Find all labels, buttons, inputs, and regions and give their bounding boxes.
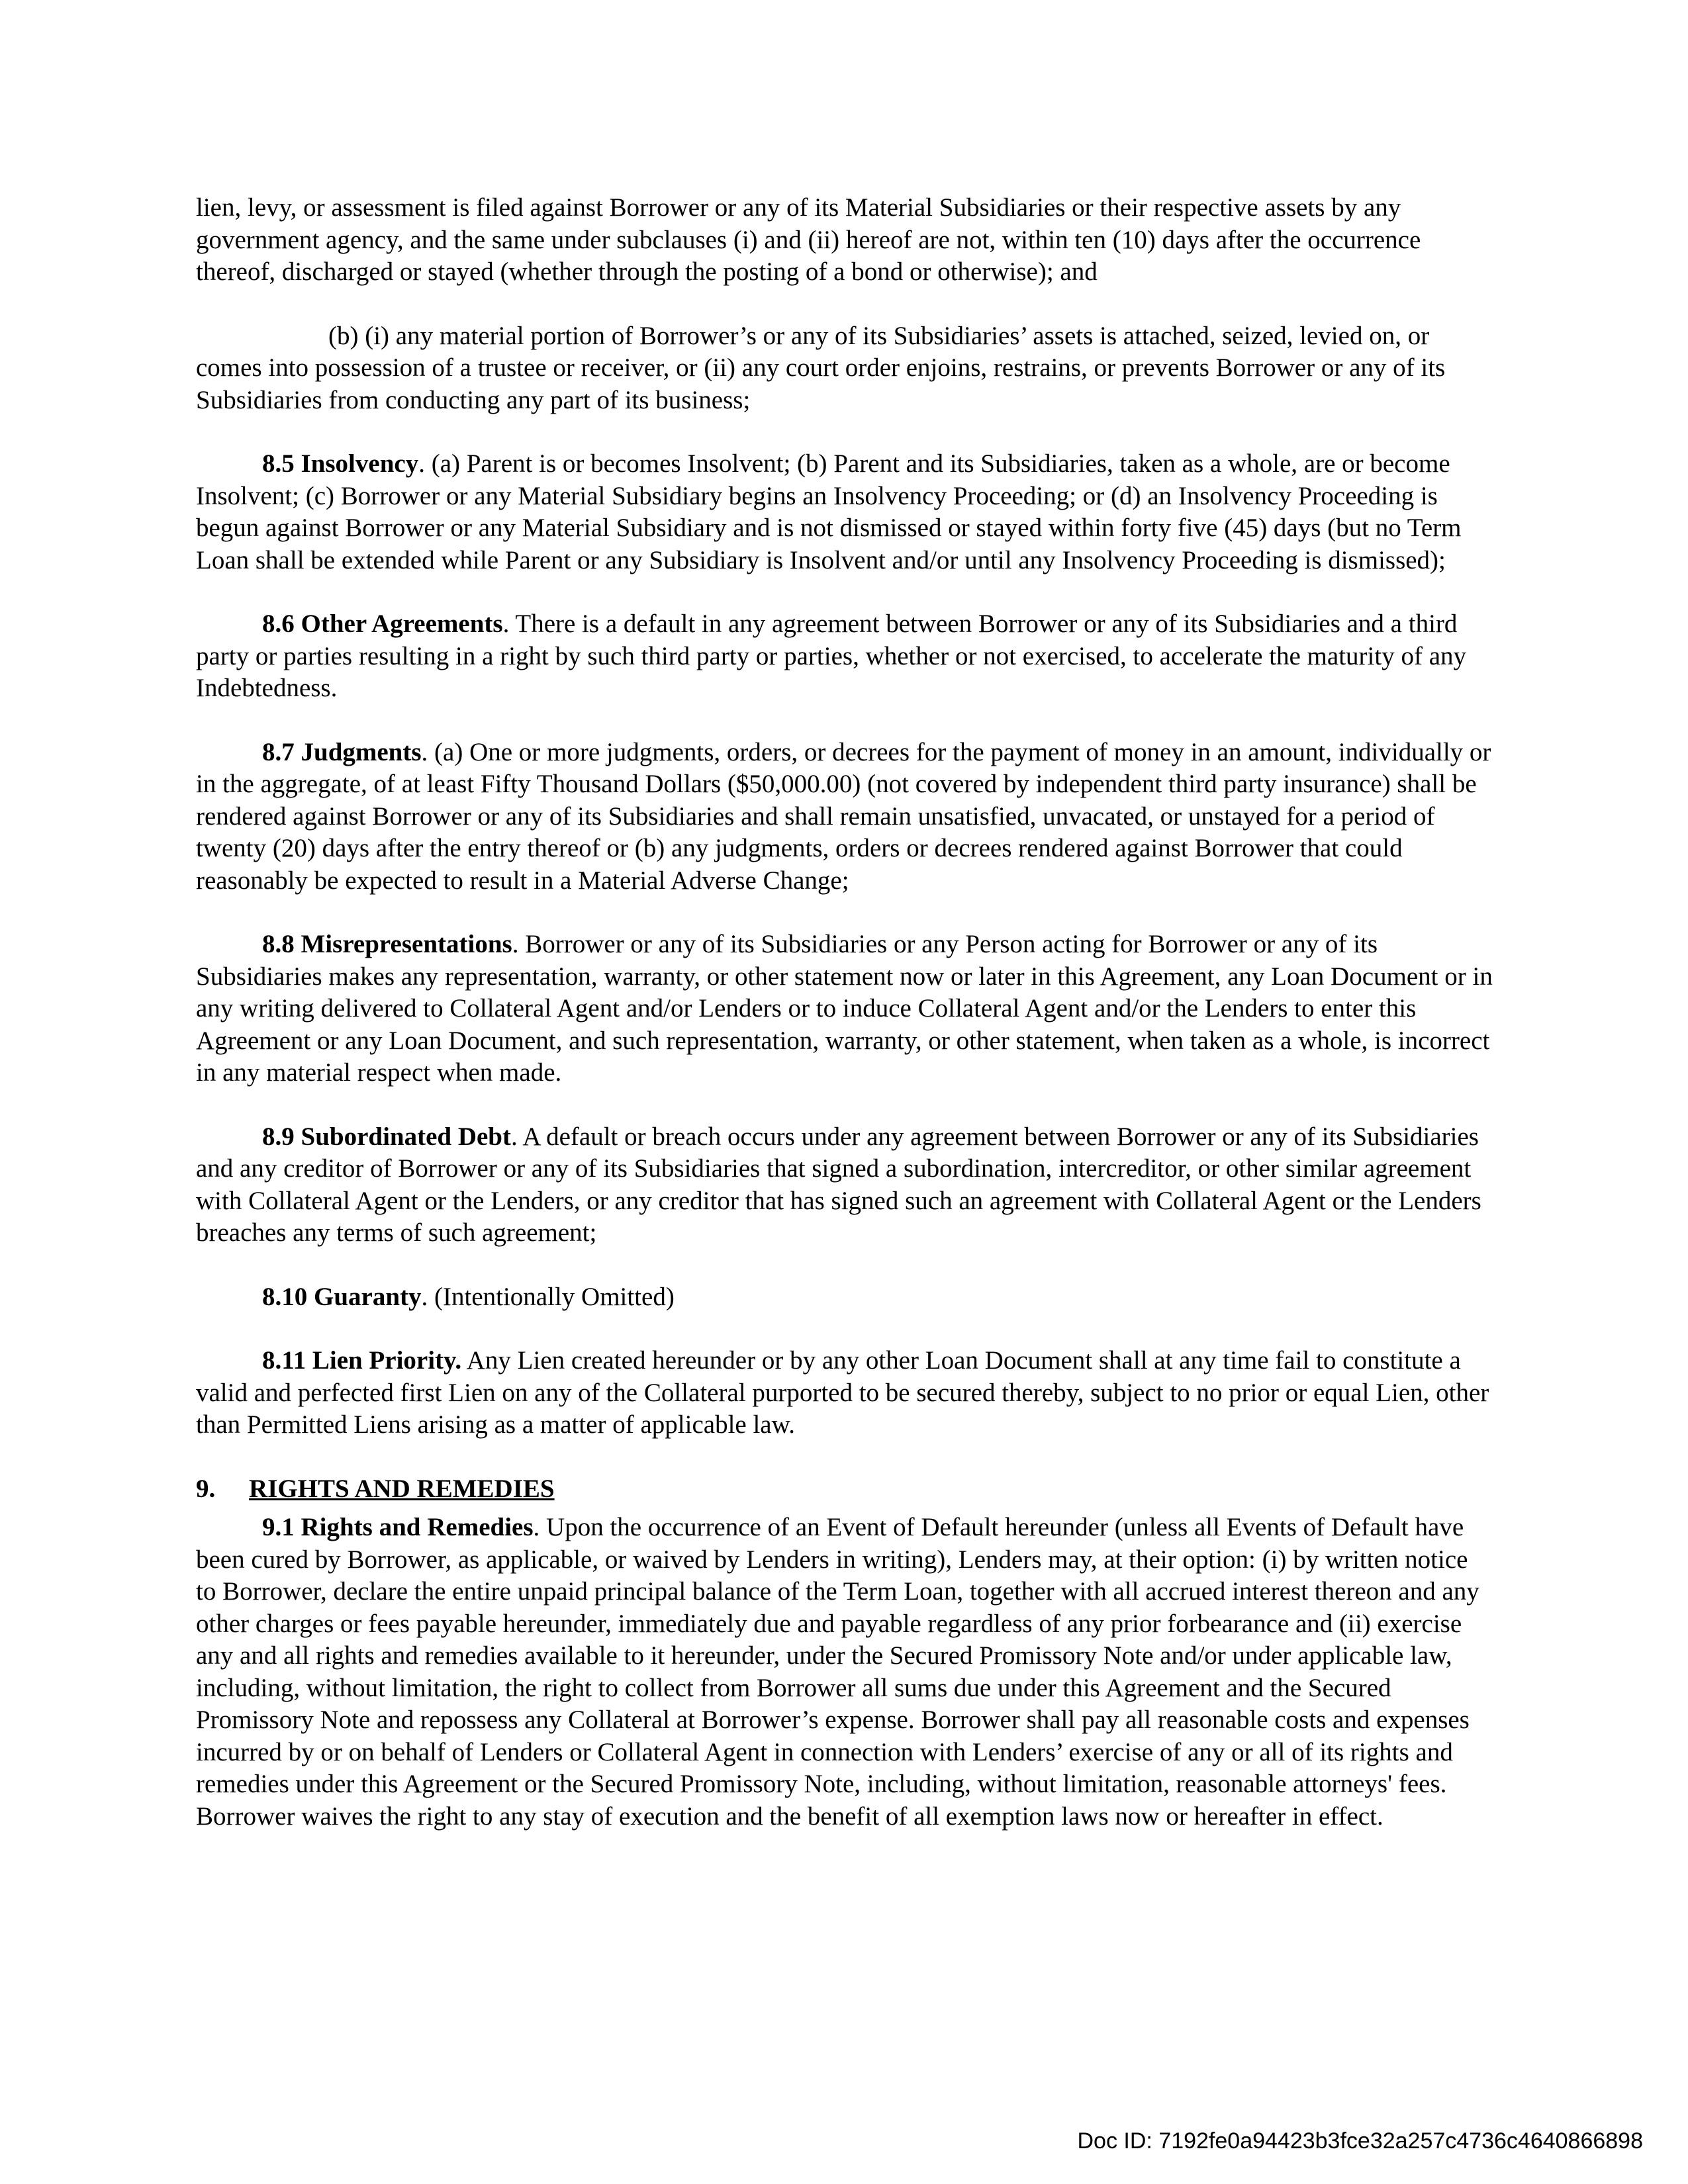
- section-8-5-text: . (a) Parent is or becomes Insolvent; (b) Parent and its Subsidiaries, taken as a whole, are or become Insolvent; (c) Borrower or any Material Subsidiary begins an Insolvency Proceeding; or (d) an Insolvency Proceeding is begun against Borrower or any Material Subsidiary and is not dismissed or stayed within forty five (45) days (but no Term Loan shall be extended while Parent or any Subsidiary is Insolvent and/or until any Insolvency Proceeding is dismissed);: [196, 449, 1462, 574]
- section-8-7-text: . (a) One or more judgments, orders, or decrees for the payment of money in an amount, individually or in the aggregate, of at least Fifty Thousand Dollars ($50,000.00) (not covered by independent third party insurance) shall be rendered against Borrower or any of its Subsidiaries and shall remain unsatisfied, unvacated, or unstayed for a period of twenty (20) days after the entry thereof or (b) any judgments, orders or decrees rendered against Borrower that could reasonably be expected to result in a Material Adverse Change;: [196, 737, 1491, 895]
- section-8-9: [196, 1121, 1493, 1250]
- section-8-5: [196, 448, 1493, 576]
- section-9-heading: [196, 1473, 1493, 1506]
- section-8-8: [196, 929, 1493, 1089]
- section-9-1-heading: 9.1 Rights and Remedies: [262, 1513, 534, 1541]
- section-8-7: [196, 737, 1493, 897]
- intro-paragraph: lien, levy, or assessment is filed against Borrower or any of its Material Subsidiaries or their respective assets by any government agency, and the same under subclauses (i) and (ii) hereof are not, within ten (10) days after the occurrence thereof, discharged or stayed (whether through the posting of a bond or otherwise); and: [196, 193, 1421, 286]
- section-8-8-heading: 8.8 Misrepresentations: [262, 930, 512, 958]
- clause-b-paragraph: (b) (i) any material portion of Borrower’s or any of its Subsidiaries’ assets is attached, seized, levied on, or comes into possession of a trustee or receiver, or (ii) any court order enjoins, restrains, or prevents Borrower or any of its Subsidiaries from conducting any part of its business;: [196, 321, 1446, 414]
- section-9-1-text: . Upon the occurrence of an Event of Default hereunder (unless all Events of Default have been cured by Borrower, as applicable, or waived by Lenders in writing), Lenders may, at their option: (i) by written notice to Borrower, declare the entire unpaid principal balance of the Term Loan, together with all accrued interest thereon and any other charges or fees payable hereunder, immediately due and payable regardless of any prior forbearance and (ii) exercise any and all rights and remedies available to it hereunder, under the Secured Promissory Note and/or under applicable law, including, without limitation, the right to collect from Borrower all sums due under this Agreement and the Secured Promissory Note and repossess any Collateral at Borrower’s expense. Borrower shall pay all reasonable costs and expenses incurred by or on behalf of Lenders or Collateral Agent in connection with Lenders’ exercise of any or all of its rights and remedies under this Agreement or the Secured Promissory Note, including, without limitation, reasonable attorneys' fees. Borrower waives the right to any stay of execution and the benefit of all exemption laws now or hereafter in effect.: [196, 1513, 1479, 1831]
- section-9-number: 9.: [196, 1474, 216, 1503]
- section-8-10: [196, 1281, 1493, 1314]
- section-8-10-text: . (Intentionally Omitted): [421, 1282, 675, 1311]
- section-8-6-heading: 8.6 Other Agreements: [262, 610, 503, 638]
- section-8-11-heading: 8.11 Lien Priority.: [262, 1346, 462, 1375]
- section-8-9-text: . A default or breach occurs under any agreement between Borrower or any of its Subsidiaries and any creditor of Borrower or any of its Subsidiaries that signed a subordination, intercreditor, or other similar agreement with Collateral Agent or the Lenders, or any creditor that has signed such an agreement with Collateral Agent or the Lenders breaches any terms of such agreement;: [196, 1122, 1481, 1247]
- section-8-6: [196, 608, 1493, 705]
- section-8-7-heading: 8.7 Judgments: [262, 737, 422, 766]
- section-9-1: [196, 1512, 1493, 1833]
- section-8-11: [196, 1345, 1493, 1441]
- section-8-5-heading: 8.5 Insolvency: [262, 449, 419, 478]
- section-8-10-heading: 8.10 Guaranty: [262, 1282, 422, 1311]
- doc-id-footer: Doc ID: 7192fe0a94423b3fce32a257c4736c4640866898: [1077, 2128, 1643, 2154]
- document-page: [196, 192, 1493, 1864]
- section-8-8-text: . Borrower or any of its Subsidiaries or any Person acting for Borrower or any of its Subsidiaries makes any representation, warranty, or other statement now or later in this Agreement, any Loan Document or in any writing delivered to Collateral Agent and/or Lenders or to induce Collateral Agent and/or the Lenders to enter this Agreement or any Loan Document, and such representation, warranty, or other statement, when taken as a whole, is incorrect in any material respect when made.: [196, 930, 1493, 1087]
- section-9-title: RIGHTS AND REMEDIES: [249, 1474, 555, 1503]
- section-8-6-text: . There is a default in any agreement between Borrower or any of its Subsidiaries and a third party or parties resulting in a right by such third party or parties, whether or not exercised, to accelerate the maturity of any Indebtedness.: [196, 610, 1466, 702]
- section-8-11-text: Any Lien created hereunder or by any other Loan Document shall at any time fail to constitute a valid and perfected first Lien on any of the Collateral purported to be secured thereby, subject to no prior or equal Lien, other than Permitted Liens arising as a matter of applicable law.: [196, 1346, 1489, 1439]
- section-8-9-heading: 8.9 Subordinated Debt: [262, 1122, 511, 1151]
